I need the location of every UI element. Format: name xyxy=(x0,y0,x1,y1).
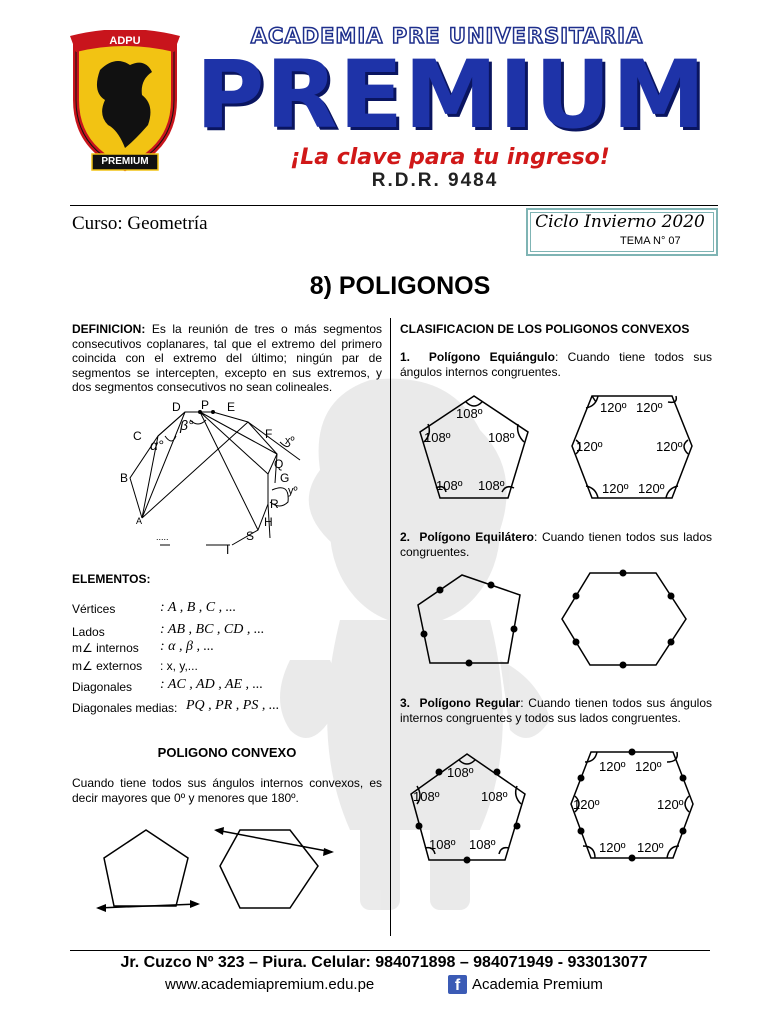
regular-figures xyxy=(405,748,705,868)
element-key-sides: Lados xyxy=(72,625,105,639)
element-value-median-diagonals: PQ , PR , PS , ... xyxy=(186,698,280,713)
convex-polygon-text: Cuando tiene todos sus ángulos internos convexos, es decir mayores que 0º y menores que 180º. xyxy=(72,776,382,805)
website-link[interactable]: www.academiapremium.edu.pe xyxy=(165,976,375,993)
facebook-page-link[interactable]: Academia Premium xyxy=(472,976,603,993)
equiangular-pentagon-angle-left: 108º xyxy=(424,430,451,445)
topic-number: TEMA N° 07 xyxy=(620,235,681,247)
registration-number: R.D.R. 9484 xyxy=(371,170,499,191)
element-value-sides: : AB , BC , CD , ... xyxy=(160,622,265,637)
item-3-desc: : Cuando tienen todos sus ángulos internos congruentes y todos sus lados congruentes. xyxy=(400,696,712,725)
exterior-angle-x: xº xyxy=(285,435,295,447)
vertex-F: F xyxy=(265,427,273,441)
vertex-I: I xyxy=(226,543,230,557)
brand-name: PREMIUM xyxy=(195,41,707,150)
logo-top-text: ADPU xyxy=(109,35,141,47)
element-key-interior: m∠ internos xyxy=(72,641,139,655)
classification-item-1 xyxy=(400,350,712,379)
midpoint-S: S xyxy=(246,529,255,543)
regular-hexagon-angle-bottom-left: 120º xyxy=(599,840,626,855)
element-key-exterior: m∠ externos xyxy=(72,659,143,673)
column-divider xyxy=(390,318,391,936)
midpoint-P: P xyxy=(201,398,210,412)
cycle-label: Ciclo Invierno 2020 xyxy=(535,212,705,232)
vertex-D: D xyxy=(172,400,181,414)
classification-item-3 xyxy=(400,696,712,725)
element-value-vertices: : A , B , C , ... xyxy=(160,600,237,615)
item-2-desc: : Cuando tienen todos sus lados congruentes. xyxy=(400,530,712,559)
regular-pentagon-angle-bottom-right: 108º xyxy=(469,837,496,852)
item-1-desc: : Cuando tiene todos sus ángulos internos congruentes. xyxy=(400,350,713,379)
angle-beta: β° xyxy=(180,417,194,433)
item-3-name: Polígono Regular xyxy=(419,696,521,710)
regular-hexagon-angle-right: 120º xyxy=(657,797,684,812)
equiangular-hexagon-angle-left: 120º xyxy=(576,439,603,454)
equiangular-hexagon-angle-top-left: 120º xyxy=(600,400,627,415)
equiangular-hexagon-angle-right: 120º xyxy=(656,439,683,454)
equiangular-pentagon-angle-right: 108º xyxy=(488,430,515,445)
item-2-name: Polígono Equilátero xyxy=(419,530,534,544)
regular-pentagon-angle-right: 108º xyxy=(481,789,508,804)
regular-pentagon-angle-top: 108º xyxy=(447,765,474,780)
convex-polygon-heading: POLIGONO CONVEXO xyxy=(157,745,297,760)
element-value-exterior: : x, y,... xyxy=(160,659,198,673)
definition-label: DEFINICION: xyxy=(72,322,146,336)
definition-text: Es la reunión de tres o más segmentos consecutivos coplanares, tal que el extremo del primero coincida con el extremo del último; ningún par de segmentos se intercepten, excepto en sus extremos, y dos segmentos consecutivos no sean colineales. xyxy=(72,322,382,394)
academy-logo xyxy=(70,30,180,175)
facebook-icon[interactable]: f xyxy=(448,975,467,994)
equiangular-pentagon-angle-bottom-left: 108º xyxy=(436,478,463,493)
item-1-name: Polígono Equiángulo xyxy=(428,350,555,364)
midpoint-Q: Q xyxy=(274,457,284,471)
regular-pentagon-angle-left: 108º xyxy=(413,789,440,804)
vertex-G: G xyxy=(280,471,290,485)
classification-heading: CLASIFICACION DE LOS POLIGONOS CONVEXOS xyxy=(400,322,690,336)
classification-item-2 xyxy=(400,530,712,559)
vertex-A: A xyxy=(136,516,143,526)
regular-pentagon-angle-bottom-left: 108º xyxy=(429,837,456,852)
page-title: 8) POLIGONOS xyxy=(309,272,491,300)
equiangular-hexagon-angle-top-right: 120º xyxy=(636,400,663,415)
equilateral-figures xyxy=(410,565,710,671)
element-value-diagonals: : AC , AD , AE , ... xyxy=(160,677,264,692)
element-value-interior: : α , β , ... xyxy=(160,639,214,654)
regular-hexagon-angle-bottom-right: 120º xyxy=(637,840,664,855)
regular-hexagon-angle-left: 120º xyxy=(573,797,600,812)
continuation-dots: ..... xyxy=(156,532,169,542)
convex-examples-figure xyxy=(90,820,350,920)
element-key-median-diagonals: Diagonales medias: xyxy=(72,701,178,715)
vertex-E: E xyxy=(227,400,236,414)
element-key-diagonals: Diagonales xyxy=(72,680,133,694)
logo-bottom-text: PREMIUM xyxy=(101,156,149,167)
vertex-C: C xyxy=(133,429,142,443)
vertex-B: B xyxy=(120,471,129,485)
regular-hexagon-angle-top-right: 120º xyxy=(635,759,662,774)
footer-divider xyxy=(70,950,710,951)
header-divider xyxy=(70,205,718,206)
course-name: Curso: Geometría xyxy=(72,213,208,234)
equiangular-hexagon-angle-bottom-right: 120º xyxy=(638,481,665,496)
vertex-H: H xyxy=(264,515,273,529)
equiangular-figures xyxy=(410,390,710,508)
regular-hexagon-angle-top-left: 120º xyxy=(599,759,626,774)
equiangular-pentagon-angle-bottom-right: 108º xyxy=(478,478,505,493)
definition xyxy=(72,322,382,395)
item-1-number: 1. xyxy=(400,350,411,364)
equiangular-hexagon-angle-bottom-left: 120º xyxy=(602,481,629,496)
polygon-elements-figure xyxy=(110,398,320,558)
elements-heading: ELEMENTOS: xyxy=(72,572,151,586)
item-2-number: 2. xyxy=(400,530,411,544)
angle-alpha: α° xyxy=(150,437,164,453)
academy-name: ACADEMIA PRE UNIVERSITARIA xyxy=(250,24,644,48)
footer-address: Jr. Cuzco Nº 323 – Piura. Celular: 984071898 – 984071949 - 933013077 xyxy=(120,954,648,971)
item-3-number: 3. xyxy=(400,696,411,710)
slogan: ¡La clave para tu ingreso! xyxy=(290,145,610,170)
element-key-vertices: Vértices xyxy=(72,602,116,616)
exterior-angle-y: yº xyxy=(288,485,298,497)
midpoint-R: R xyxy=(270,497,279,511)
equiangular-pentagon-angle-top: 108º xyxy=(456,406,483,421)
